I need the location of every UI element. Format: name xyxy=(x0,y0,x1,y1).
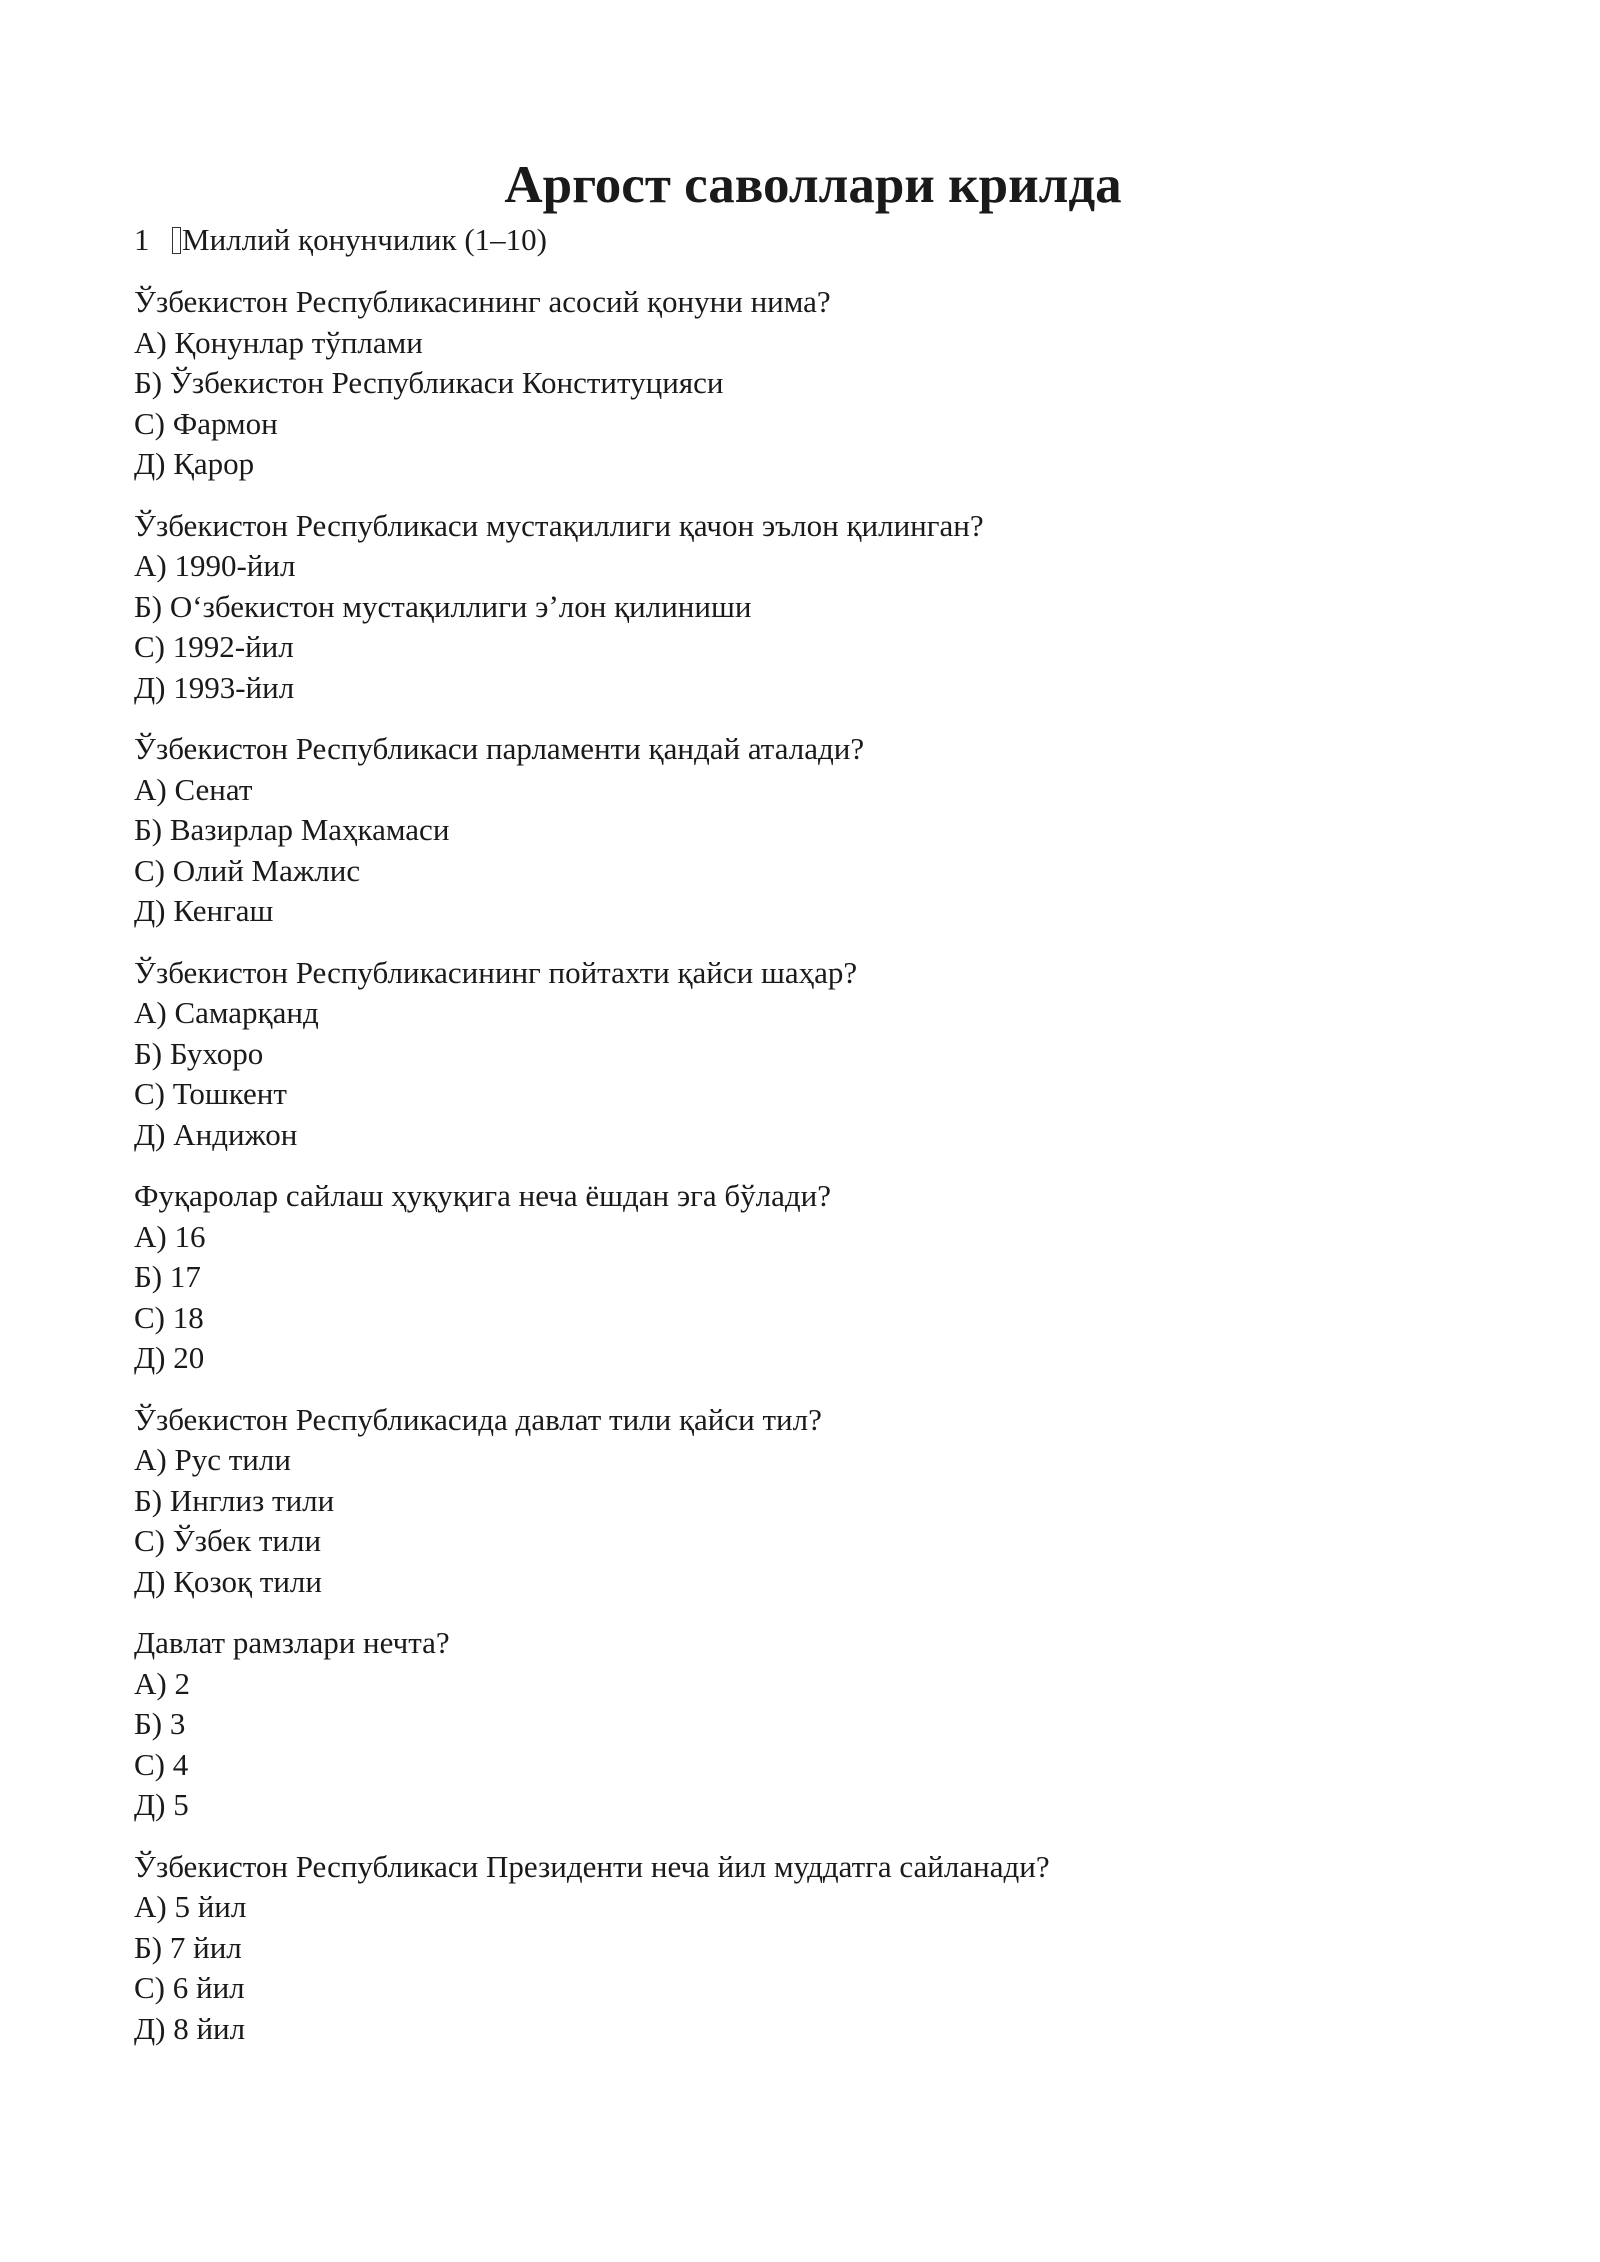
question-text: Ўзбекистон Республикасида давлат тили қайси тил? xyxy=(134,1401,822,1437)
question-text: Ўзбекистон Республикаси мустақиллиги қачон эълон қилинган? xyxy=(134,507,984,543)
question-block xyxy=(134,1176,1484,1379)
answer-option: Б) 17 xyxy=(134,1259,201,1294)
answer-option: A) Рус тили xyxy=(134,1442,291,1477)
section-label: Миллий қонунчилик (1–10) xyxy=(182,222,547,257)
answer-option: A) Сенат xyxy=(134,771,253,807)
answer-option: Б) Oʻзбекистон мустақиллиги эʼлон қилиниши xyxy=(134,588,752,624)
answer-option: C) 6 йил xyxy=(134,1970,245,2005)
question-block xyxy=(134,1400,1484,1603)
answer-option: A) 1990-йил xyxy=(134,548,296,583)
answer-option: Д) 20 xyxy=(134,1340,205,1375)
question-text: Ўзбекистон Республикаси парламенти қандай аталади? xyxy=(134,731,865,766)
answer-option: C) 1992-йил xyxy=(134,629,294,664)
answer-option: A) Самарқанд xyxy=(134,995,319,1030)
answer-option: C) 4 xyxy=(134,1746,189,1782)
answer-option: C) Олий Мажлис xyxy=(134,852,361,888)
question-block xyxy=(134,506,1484,709)
question-text: Ўзбекистон Республикасининг пойтахти қайси шаҳар? xyxy=(134,954,858,990)
question-text: Ўзбекистон Республикаси Президенти неча йил муддатга сайланади? xyxy=(134,1848,1050,1884)
question-text: Фуқаролар сайлаш ҳуқуқига неча ёшдан эга бўлади? xyxy=(134,1178,831,1213)
answer-option: Б) Вазирлар Маҳкамаси xyxy=(134,812,450,847)
answer-option: Б) 7 йил xyxy=(134,1929,242,1965)
question-block xyxy=(134,953,1484,1156)
answer-option: Б) 3 xyxy=(134,1706,186,1741)
question-block xyxy=(134,729,1484,932)
answer-option: Д) 8 йил xyxy=(134,2010,246,2046)
question-list xyxy=(134,282,1484,2070)
answer-option: Д) Андижон xyxy=(134,1116,298,1152)
question-block xyxy=(134,1847,1484,2050)
question-block xyxy=(134,282,1484,485)
question-text: Давлат рамзлари нечта? xyxy=(134,1625,450,1660)
answer-option: C) Тошкент xyxy=(134,1076,287,1111)
answer-option: Б) Инглиз тили xyxy=(134,1482,335,1518)
answer-option: Д) 5 xyxy=(134,1787,189,1822)
answer-option: C) 18 xyxy=(134,1299,204,1335)
answer-option: Б) Ўзбекистон Республикаси Конституцияси xyxy=(134,365,724,400)
section-heading xyxy=(134,218,547,262)
answer-option: Д) 1993-йил xyxy=(134,669,295,705)
answer-option: A) 16 xyxy=(134,1218,206,1254)
question-block xyxy=(134,1623,1484,1826)
answer-option: Д) Кенгаш xyxy=(134,893,274,928)
answer-option: A) 5 йил xyxy=(134,1889,247,1924)
answer-option: Б) Бухоро xyxy=(134,1035,264,1071)
answer-option: A) Қонунлар тўплами xyxy=(134,324,423,360)
answer-option: Д) Қарор xyxy=(134,446,255,481)
answer-option: C) Фармон xyxy=(134,405,278,441)
missing-glyph-box-icon xyxy=(172,227,181,254)
answer-option: Д) Қозоқ тили xyxy=(134,1563,322,1599)
section-number: 1 xyxy=(134,222,150,257)
answer-option: A) 2 xyxy=(134,1665,190,1701)
question-text: Ўзбекистон Республикасининг асосий қонуни нима? xyxy=(134,284,831,319)
answer-option: C) Ўзбек тили xyxy=(134,1523,322,1558)
document-title: Аргост саволлари крилда xyxy=(504,156,1122,214)
